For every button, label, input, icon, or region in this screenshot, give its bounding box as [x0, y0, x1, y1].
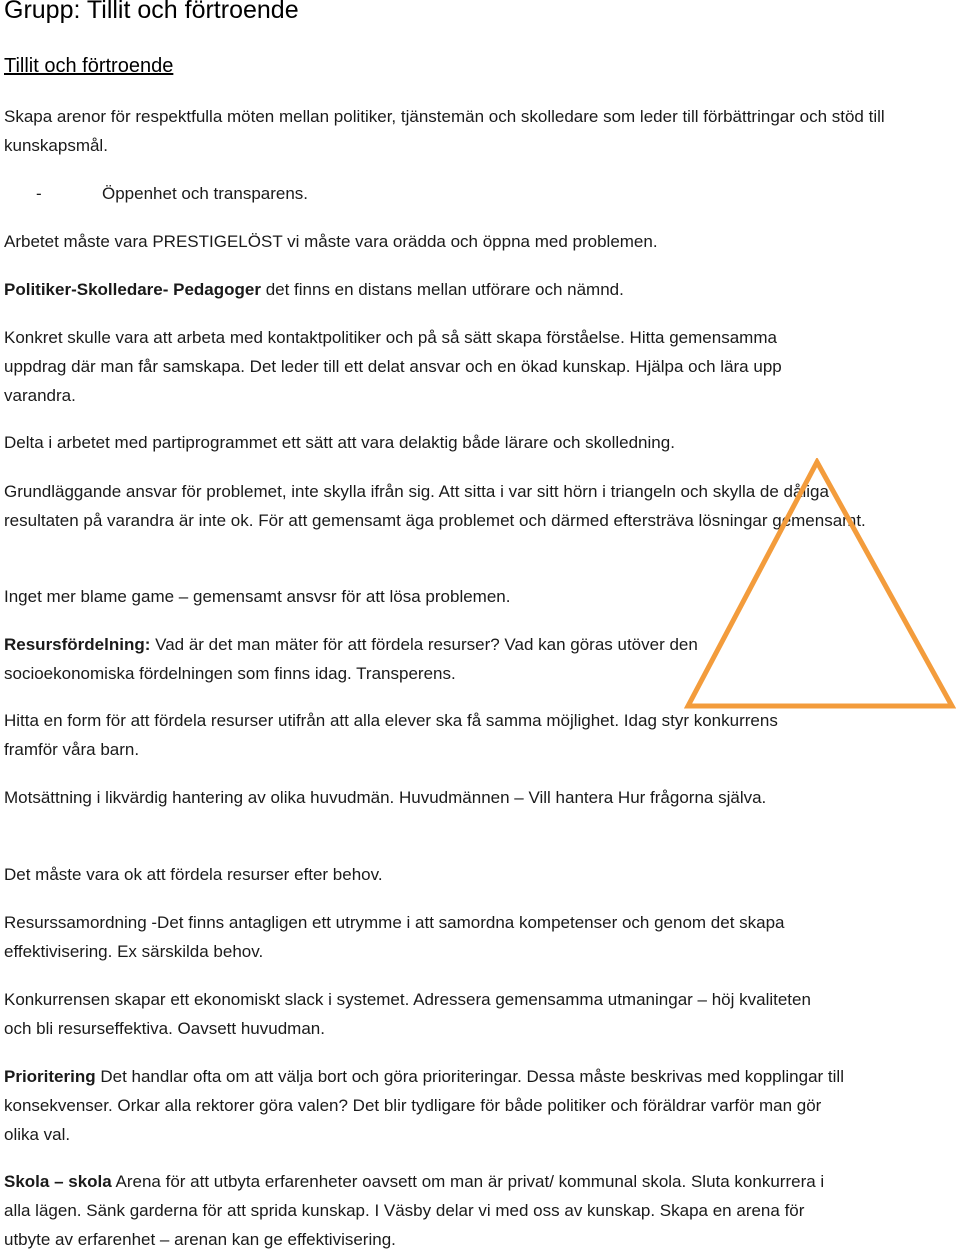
paragraph-conflict: Motsättning i likvärdig hantering av olika huvudmän. Huvudmännen – Vill hantera Hur frågorna själva.: [4, 788, 767, 807]
bullet-text: Öppenhet och transparens.: [102, 184, 309, 203]
paragraph-competition: Konkurrensen skapar ett ekonomiskt slack i systemet. Adressera gemensamma utmaningar – höj kvaliteten och bli resurseffektiva. Oavsett huvudman.: [4, 990, 811, 1038]
bold-lead: Resursfördelning:: [4, 635, 151, 654]
paragraph-distance: [4, 275, 952, 304]
paragraph-concrete: Konkret skulle vara att arbeta med kontaktpolitiker och på så sätt skapa förståelse. Hitta gemensamma uppdrag där man får samskapa. Det leder till ett delat ansvar och en ökad kunskap. Hjälpa och lära upp varandra.: [4, 328, 782, 405]
paragraph-text: Det handlar ofta om att välja bort och göra prioriteringar. Dessa måste beskrivas med kopplingar till konsekvenser. Orkar alla rektorer göra valen? Det blir tydligare för både politiker och föräldrar varför man gör olika val.: [4, 1067, 844, 1144]
paragraph-party-program: Delta i arbetet med partiprogrammet ett sätt att vara delaktig både lärare och skolledning.: [4, 433, 675, 452]
paragraph-form: Hitta en form för att fördela resurser utifrån att alla elever ska få samma möjlighet. Idag styr konkurrens framför våra barn.: [4, 711, 778, 759]
paragraph-text: Vad är det man mäter för att fördela resurser? Vad kan göras utöver den socioekonomiska fördelningen som finns idag. Transperens.: [4, 635, 698, 683]
paragraph-blame-game: Inget mer blame game – gemensamt ansvsr för att lösa problemen.: [4, 587, 511, 606]
bullet-dash: -: [36, 184, 42, 203]
bullet-item: [36, 179, 952, 208]
section-heading: Tillit och förtroende: [4, 55, 174, 77]
paragraph-text: det finns en distans mellan utförare och nämnd.: [260, 280, 624, 299]
bold-lead: Politiker-Skolledare- Pedagoger: [4, 280, 261, 299]
triangle-icon: [684, 458, 956, 710]
intro-paragraph: Skapa arenor för respektfulla möten mellan politiker, tjänstemän och skolledare som leder till förbättringar och stöd till kunskapsmål.: [4, 107, 885, 155]
bold-lead: Prioritering: [4, 1067, 96, 1086]
bold-lead: Skola – skola: [4, 1172, 112, 1191]
paragraph-text: Arena för att utbyta erfarenheter oavsett om man är privat/ kommunal skola. Sluta konkurrera i alla lägen. Sänk garderna för att sprida kunskap. I Väsby delar vi med oss av kunskap. Skapa en arena för utbyte av erfarenhet – arenan kan ge effektivisering.: [4, 1172, 825, 1249]
paragraph-school-school: [4, 1167, 840, 1254]
paragraph-coordination: Resurssamordning -Det finns antagligen ett utrymme i att samordna kompetenser och genom det skapa effektivisering. Ex särskilda behov.: [4, 913, 785, 961]
paragraph-basic-responsibility: Grundläggande ansvar för problemet, inte skylla ifrån sig. Att sitta i var sitt hörn i triangeln och skylla de dåliga resultaten på varandra är inte ok. För att gemensamt äga problemet och därmed eftersträva lösningar gemensamt.: [4, 482, 866, 530]
paragraph-prestige: Arbetet måste vara PRESTIGELÖST vi måste vara orädda och öppna med problemen.: [4, 232, 658, 251]
paragraph-prioritization: [4, 1062, 850, 1149]
page-title: Grupp: Tillit och förtroende: [4, 0, 299, 24]
paragraph-need: Det måste vara ok att fördela resurser efter behov.: [4, 865, 383, 884]
